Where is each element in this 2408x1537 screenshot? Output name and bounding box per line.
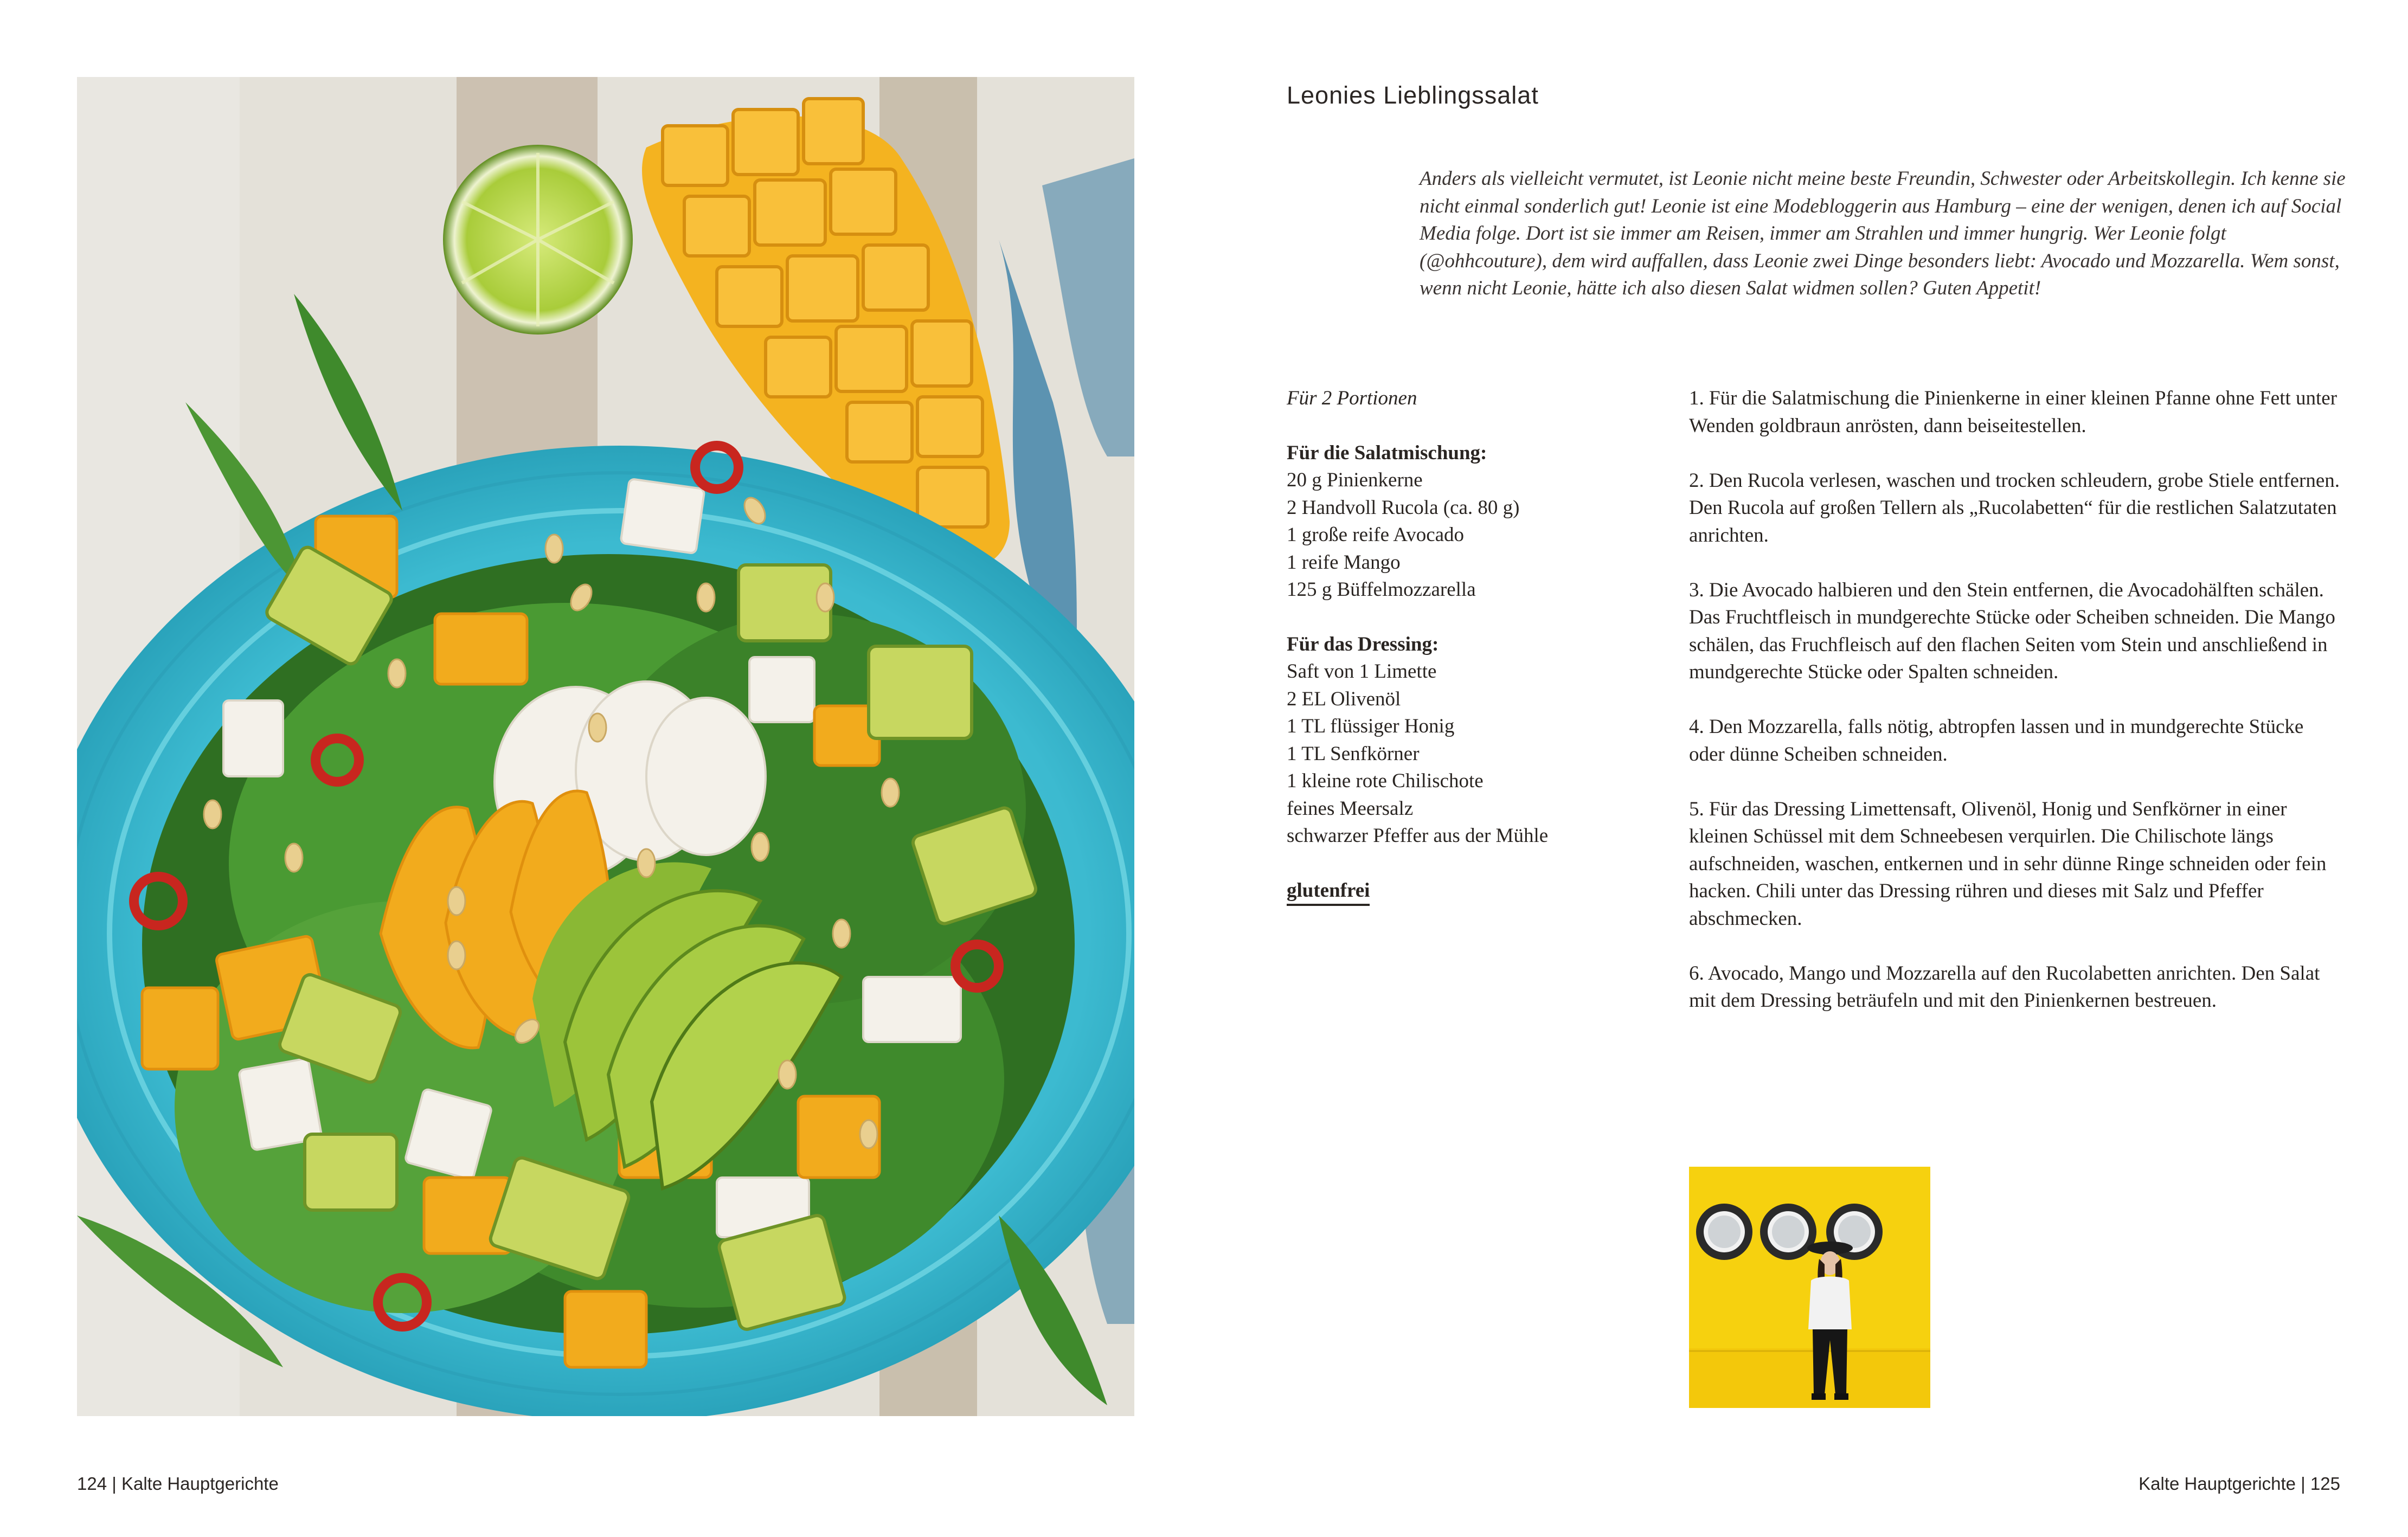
step-text: Den Mozzarella, falls nötig, abtropfen lassen und in mundgerechte Stücke oder dünne Scheiben schneiden.: [1689, 716, 2304, 766]
ingredient-item: 2 Handvoll Rucola (ca. 80 g): [1287, 496, 1520, 519]
ingredient-item: 1 TL flüssiger Honig: [1287, 715, 1455, 737]
step-text: Den Rucola verlesen, waschen und trocken schleudern, grobe Stiele entfernen. Den Rucola auf großen Tellern als „Rucolabetten“ für die restlichen Salatzutaten anrichten.: [1689, 469, 2340, 546]
ingredient-item: 1 große reife Avocado: [1287, 524, 1465, 546]
ingredient-item: 1 kleine rote Chilischote: [1287, 770, 1484, 792]
ingredient-list: [1287, 385, 1590, 906]
portrait-illustration: [1689, 1167, 1930, 1408]
step-1: [1689, 385, 2342, 440]
ingredient-item: feines Meersalz: [1287, 797, 1414, 820]
step-4: [1689, 713, 2342, 768]
ingredient-item: 20 g Pinienkerne: [1287, 469, 1423, 491]
step-text: Für die Salatmischung die Pinienkerne in einer kleinen Pfanne ohne Fett unter Wenden goldbraun anrösten, dann beiseitestellen.: [1689, 387, 2338, 437]
ingredient-item: 1 reife Mango: [1287, 551, 1401, 574]
step-number: 5.: [1689, 798, 1704, 820]
lime-half: [443, 145, 633, 335]
porthole-windows: [1696, 1204, 1883, 1260]
step-text: Avocado, Mango und Mozzarella auf den Rucolabetten anrichten. Den Salat mit dem Dressing beträufeln und mit den Pinienkernen bestreuen.: [1689, 962, 2320, 1012]
step-text: Die Avocado halbieren und den Stein entfernen, die Avocadohälften schälen. Das Fruchtfleisch in mundgerechte Stücke oder Scheiben schneiden. Die Mango schälen, das Fruchfleisch auf den flachen Seiten vom Stein und anschließend in mundgerechte Stücke oder Spalten schneiden.: [1689, 578, 2335, 683]
step-5: [1689, 796, 2342, 933]
ingredient-item: schwarzer Pfeffer aus der Mühle: [1287, 825, 1549, 847]
step-number: 2.: [1689, 469, 1704, 492]
glutenfree-tag: glutenfrei: [1287, 879, 1370, 906]
portrait-photo: [1689, 1167, 1930, 1408]
recipe-intro: Anders als vielleicht vermutet, ist Leonie nicht meine beste Freundin, Schwester oder Arbeitskollegin. Ich kenne sie nicht einmal sonderlich gut! Leonie ist eine Modebloggerin aus Hamburg – eine der wenigen, denen ich auf Social Media folge. Dort ist sie immer am Reisen, immer am Strahlen und immer hungrig. Wer Leonie folgt (@ohhcouture), dem wird auffallen, dass Leonie zwei Dinge besonders liebt: Avocado und Mozzarella. Wem sonst, wenn nicht Leonie, hätte ich also diesen Salat widmen sollen? Guten Appetit!: [1420, 168, 2346, 299]
salad-heading: Für die Salatmischung:: [1287, 441, 1487, 464]
food-photo: [77, 77, 1134, 1416]
step-number: 4.: [1689, 716, 1704, 738]
instruction-steps: [1689, 385, 2342, 1042]
step-number: 1.: [1689, 387, 1704, 409]
step-number: 6.: [1689, 962, 1704, 985]
step-6: [1689, 960, 2342, 1015]
dressing-heading: Für das Dressing:: [1287, 633, 1439, 655]
ingredient-item: 125 g Büffelmozzarella: [1287, 578, 1476, 601]
folio-right: Kalte Hauptgerichte | 125: [2139, 1474, 2340, 1494]
portions: Für 2 Portionen: [1287, 387, 1417, 409]
salad-illustration: [77, 77, 1134, 1416]
folio-left: 124 | Kalte Hauptgerichte: [77, 1474, 279, 1494]
step-number: 3.: [1689, 578, 1704, 601]
recipe-title: Leonies Lieblingssalat: [1287, 81, 1539, 109]
ingredient-item: Saft von 1 Limette: [1287, 660, 1437, 683]
ingredient-item: 2 EL Olivenöl: [1287, 687, 1401, 710]
step-3: [1689, 577, 2342, 686]
step-2: [1689, 467, 2342, 550]
step-text: Für das Dressing Limettensaft, Olivenöl, Honig und Senfkörner in einer kleinen Schüssel mit dem Schneebesen verquirlen. Die Chilischote längs aufschneiden, waschen, entkernen und in sehr dünne Ringe schneiden oder fein hacken. Chili unter das Dressing rühren und dieses mit Salz und Pfeffer abschmecken.: [1689, 798, 2327, 930]
ingredient-item: 1 TL Senfkörner: [1287, 742, 1420, 765]
